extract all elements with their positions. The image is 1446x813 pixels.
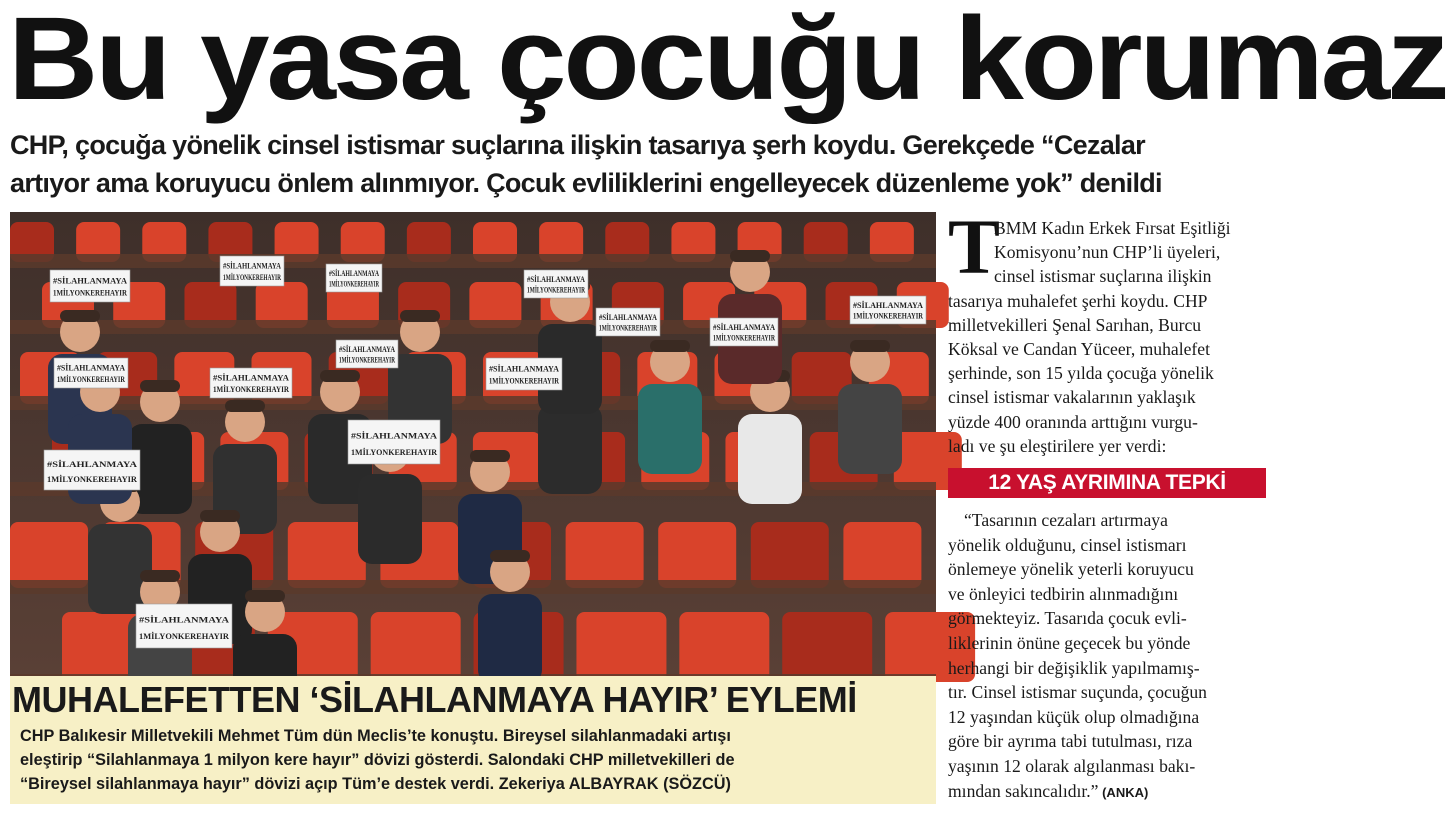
person-hair <box>245 590 285 602</box>
sign-text-line: #SİLAHLANMAYA <box>57 363 127 373</box>
quote-line: “Tasarının cezaları artırmaya <box>964 510 1168 530</box>
person-hair <box>470 450 510 462</box>
sign-text-line: #SİLAHLANMAYA <box>139 615 209 625</box>
sign-text-line: 1MİLYONKEREHAYIR <box>351 448 437 458</box>
protest-sign <box>210 368 299 398</box>
seat <box>288 522 366 588</box>
sign-text-line: 1MİLYONKEREHAYIR <box>53 288 139 298</box>
quote-line: mından sakıncalıdır.” (ANKA) <box>948 780 1149 801</box>
protest-sign <box>486 358 575 390</box>
subheadline-line: CHP, çocuğa yönelik cinsel istismar suçlarına ilişkin tasarıya şerh koydu. Gerekçede “Cezalar <box>10 130 1145 160</box>
sign-text-line: 1MİLYONKEREHAYIR <box>213 385 299 394</box>
quote-line: göre bir ayrıma tabi tutulması, rıza <box>948 731 1193 752</box>
person-body <box>478 594 542 684</box>
protest-sign <box>596 308 685 336</box>
person-hair <box>490 550 530 562</box>
quote-line: yönelik olduğunu, cinsel istismarı <box>948 534 1187 555</box>
sign-text-line: #SİLAHLANMAYA <box>47 459 117 469</box>
sign-text-line: #SİLAHLANMAYA <box>339 344 409 354</box>
sign-text-line: #SİLAHLANMAYA <box>599 312 669 322</box>
article-line: şerhinde, son 15 yılda çocuğa yönelik <box>948 363 1214 384</box>
sign-text-line: 1MİLYONKEREHAYIR <box>599 323 685 333</box>
person-hair <box>200 510 240 522</box>
article-line: tasarıya muhalefet şerhi koydu. CHP <box>948 290 1208 311</box>
seat <box>658 522 736 588</box>
person-hair <box>850 340 890 352</box>
protest-sign <box>136 604 232 648</box>
protest-sign <box>220 256 309 286</box>
sign-text-line: 1MİLYONKEREHAYIR <box>223 273 309 282</box>
person-hair <box>650 340 690 352</box>
article-line: yüzde 400 oranında arttığını vurgu- <box>948 411 1198 432</box>
sign-text-line: 1MİLYONKEREHAYIR <box>329 279 415 289</box>
person-hair <box>60 310 100 322</box>
quote-line: 12 yaşından küçük olup olmadığına <box>948 706 1200 727</box>
article-line: BMM Kadın Erkek Fırsat Eşitliği <box>994 218 1231 238</box>
subheadline-line: artıyor ama koruyucu önlem alınmıyor. Çocuk evliliklerini engelleyecek düzenleme yok” denildi <box>10 168 1162 198</box>
protest-sign <box>326 264 415 292</box>
seat <box>843 522 921 588</box>
source-credit: (ANKA) <box>1098 784 1149 800</box>
parliament-photo-illustration <box>10 212 939 680</box>
protest-sign <box>524 270 613 298</box>
parliament-photo <box>10 212 939 680</box>
person-hair <box>140 380 180 392</box>
person-hair <box>400 310 440 322</box>
person-hair <box>320 370 360 382</box>
sign-text-line: #SİLAHLANMAYA <box>853 300 923 310</box>
person-body <box>638 384 702 474</box>
protest-sign <box>348 420 440 464</box>
sign-text-line: #SİLAHLANMAYA <box>329 268 399 278</box>
person-body <box>838 384 902 474</box>
subheadline <box>10 126 1290 202</box>
caption-text <box>20 724 930 796</box>
quote-line: herhangi bir değişiklik yapılmamış- <box>948 657 1200 678</box>
sign-text-line: #SİLAHLANMAYA <box>527 274 597 284</box>
sign-text-line: 1MİLYONKEREHAYIR <box>527 285 613 295</box>
protest-sign <box>50 270 139 302</box>
caption-line: eleştirip “Silahlanmaya 1 milyon kere hayır” dövizi gösterdi. Salondaki CHP milletvekilleri de <box>20 751 735 769</box>
protest-sign <box>850 296 939 324</box>
quote-line: önlemeye yönelik yeterli koruyucu <box>948 559 1194 580</box>
sign-text-line: 1MİLYONKEREHAYIR <box>339 355 425 365</box>
protest-sign <box>336 340 425 368</box>
quote-line: ve önleyici tedbirin alınmadığını <box>948 583 1179 604</box>
article-line: Köksal ve Candan Yüceer, muhalefet <box>948 339 1210 360</box>
article-line: milletvekilleri Şenal Sarıhan, Burcu <box>948 314 1202 335</box>
quote-line: liklerinin önüne geçecek bu yönde <box>948 632 1191 653</box>
sign-board <box>44 450 140 490</box>
person-hair <box>225 400 265 412</box>
sign-text-line: #SİLAHLANMAYA <box>223 261 293 271</box>
desk-row <box>10 254 936 268</box>
person-body <box>738 414 802 504</box>
quote-line: görmekteyiz. Tasarıda çocuk evli- <box>948 608 1187 629</box>
sign-text-line: #SİLAHLANMAYA <box>713 322 783 332</box>
person-body <box>538 404 602 494</box>
desk-row <box>10 320 936 334</box>
dropcap: T <box>948 203 1001 290</box>
protest-sign <box>44 450 140 490</box>
sign-text-line: 1MİLYONKEREHAYIR <box>47 475 133 484</box>
quote-line: yaşının 12 olarak algılanması bakı- <box>948 755 1196 776</box>
seat <box>10 522 88 588</box>
article-line: cinsel istismar vakalarının yaklaşık <box>948 387 1196 408</box>
protest-sign <box>710 318 799 346</box>
seat <box>782 612 872 682</box>
article-quote <box>948 508 1290 805</box>
sign-text-line: 1MİLYONKEREHAYIR <box>489 376 575 386</box>
quote-line: tır. Cinsel istismar suçunda, çocuğun <box>948 682 1207 703</box>
headline: Bu yasa çocuğu korumaz <box>8 0 1446 125</box>
article-intro <box>948 216 1290 458</box>
seat <box>566 522 644 588</box>
seat <box>371 612 461 682</box>
sign-board <box>136 604 232 648</box>
article-line: ladı ve şu eleştirilere yer verdi: <box>948 435 1167 456</box>
caption-title: MUHALEFETTEN ‘SİLAHLANMAYA HAYIR’ EYLEMİ <box>12 679 857 720</box>
sign-text-line: 1MİLYONKEREHAYIR <box>853 311 939 321</box>
section-banner: 12 YAŞ AYRIMINA TEPKİ <box>948 468 1266 498</box>
person-hair <box>140 570 180 582</box>
person-hair <box>730 250 770 262</box>
sign-text-line: #SİLAHLANMAYA <box>53 276 123 286</box>
person-body <box>358 474 422 564</box>
sign-text-line: 1MİLYONKEREHAYIR <box>139 632 225 642</box>
sign-text-line: 1MİLYONKEREHAYIR <box>713 333 799 343</box>
sign-board <box>348 420 440 464</box>
caption-line: “Bireysel silahlanmaya hayır” dövizi açıp Tüm’e destek verdi. Zekeriya ALBAYRAK (SÖZCÜ) <box>20 775 731 793</box>
sign-text-line: #SİLAHLANMAYA <box>489 364 559 374</box>
caption-line: CHP Balıkesir Milletvekili Mehmet Tüm dün Meclis’te konuştu. Bireysel silahlanmadaki artışı <box>20 727 731 745</box>
seat <box>679 612 769 682</box>
sign-text-line: #SİLAHLANMAYA <box>351 431 421 441</box>
seat <box>751 522 829 588</box>
seat <box>576 612 666 682</box>
sign-text-line: 1MİLYONKEREHAYIR <box>57 375 143 384</box>
article-line: Komisyonu’nun CHP’li üyeleri, <box>994 242 1221 263</box>
protest-sign <box>54 358 143 388</box>
sign-text-line: #SİLAHLANMAYA <box>213 373 283 383</box>
article-line: cinsel istismar suçlarına ilişkin <box>994 266 1212 287</box>
